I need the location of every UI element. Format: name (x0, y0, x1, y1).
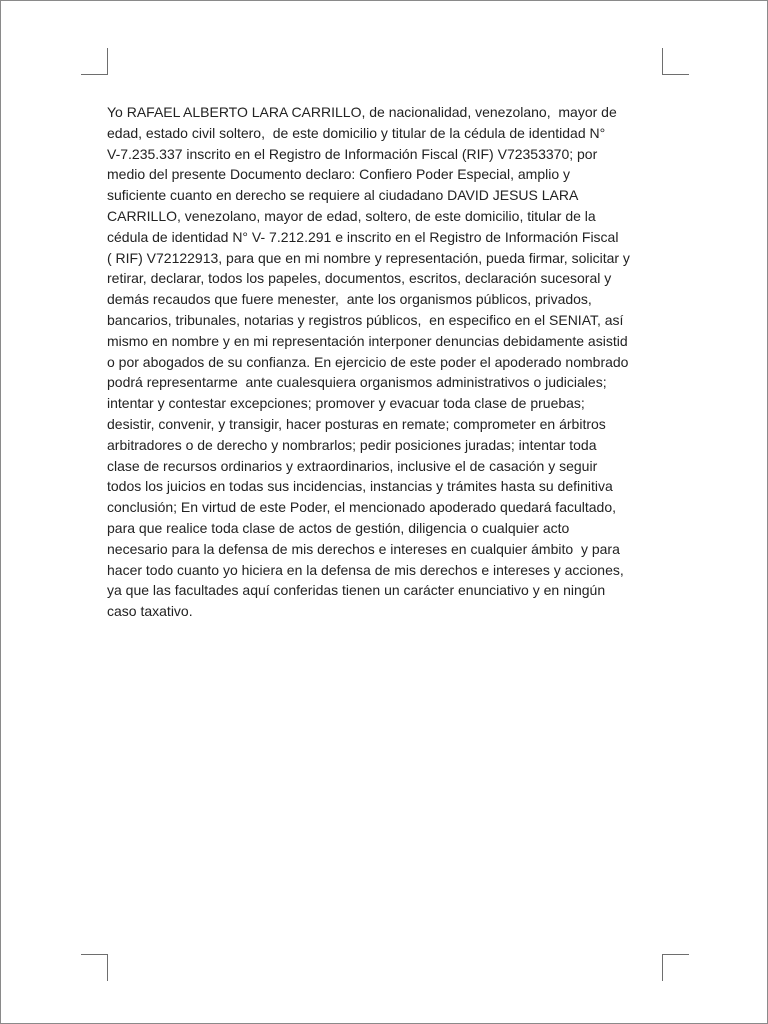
text-line: medio del presente Documento declaro: Confiero Poder Especial, amplio y (107, 166, 571, 183)
text-line: CARRILLO, venezolano, mayor de edad, soltero, de este domicilio, titular de la (107, 207, 596, 224)
text-line: o por abogados de su confianza. En ejercicio de este poder el apoderado nombrado (107, 353, 629, 370)
text-line: caso taxativo. (107, 603, 193, 620)
text-line: mismo en nombre y en mi representación interponer denuncias debidamente asistid (107, 332, 628, 349)
crop-mark-top-left (81, 48, 108, 75)
text-line: Yo RAFAEL ALBERTO LARA CARRILLO, de nacionalidad, venezolano, mayor de (107, 104, 617, 120)
text-line: para que realice toda clase de actos de gestión, diligencia o cualquier acto (107, 519, 570, 536)
crop-mark-bottom-left (81, 954, 108, 981)
text-line: hacer todo cuanto yo hiciera en la defensa de mis derechos e intereses y acciones, (107, 561, 624, 578)
text-line: ( RIF) V72122913, para que en mi nombre y representación, pueda firmar, solicitar y (107, 249, 630, 266)
text-line: retirar, declarar, todos los papeles, documentos, escritos, declaración sucesoral y (107, 270, 612, 287)
text-line: intentar y contestar excepciones; promover y evacuar toda clase de pruebas; (107, 395, 585, 412)
crop-mark-top-right (662, 48, 689, 75)
text-line: conclusión; En virtud de este Poder, el mencionado apoderado quedará facultado, (107, 499, 617, 516)
text-line: cédula de identidad N° V- 7.212.291 e inscrito en el Registro de Información Fiscal (107, 228, 619, 245)
text-line: ya que las facultades aquí conferidas tienen un carácter enunciativo y en ningún (107, 582, 606, 599)
power-of-attorney-text (107, 102, 630, 622)
text-line: necesario para la defensa de mis derechos e intereses en cualquier ámbito y para (107, 540, 620, 557)
text-line: podrá representarme ante cualesquiera organismos administrativos o judiciales; (107, 374, 607, 391)
text-line: bancarios, tribunales, notarias y registros públicos, en especifico en el SENIAT, así (107, 311, 624, 328)
text-line: clase de recursos ordinarios y extraordinarios, inclusive el de casación y seguir (107, 457, 598, 474)
crop-mark-bottom-right (662, 954, 689, 981)
text-line: demás recaudos que fuere menester, ante los organismos públicos, privados, (107, 291, 592, 308)
text-line: suficiente cuanto en derecho se requiere al ciudadano DAVID JESUS LARA (107, 187, 579, 204)
text-line: todos los juicios en todas sus incidencias, instancias y trámites hasta su definitiva (107, 478, 613, 495)
text-line: desistir, convenir, y transigir, hacer posturas en remate; comprometer en árbitros (107, 415, 606, 432)
text-line: arbitradores o de derecho y nombrarlos; pedir posiciones juradas; intentar toda (107, 436, 597, 453)
text-line: edad, estado civil soltero, de este domicilio y titular de la cédula de identidad N° (107, 124, 606, 141)
text-line: V-7.235.337 inscrito en el Registro de Información Fiscal (RIF) V72353370; por (107, 145, 598, 162)
